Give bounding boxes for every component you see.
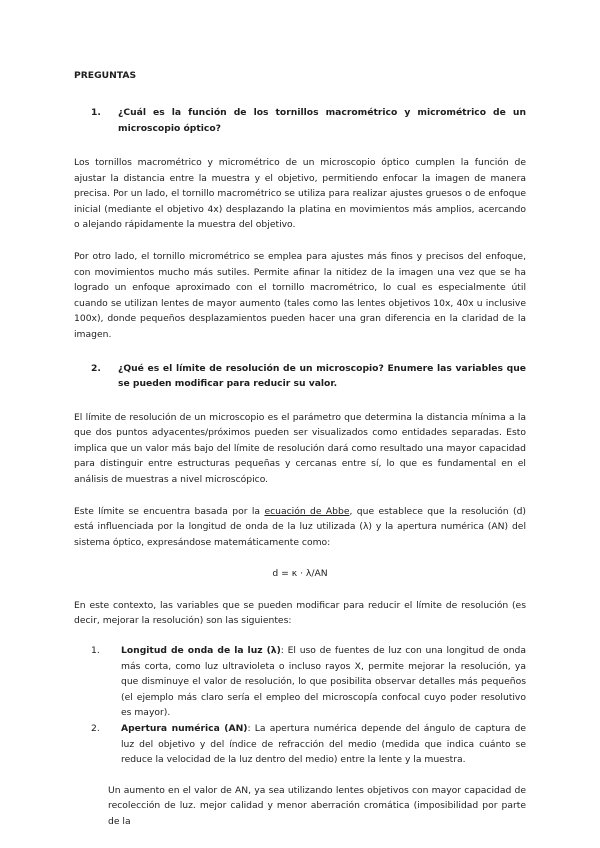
question-2-text: ¿Qué es el límite de resolución de un microscopio? Enumere las variables que se pueden modificar para reducir su valor. xyxy=(118,362,526,390)
answer-2-paragraph-2 xyxy=(74,504,526,551)
answer-1-paragraph-2: Por otro lado, el tornillo micrométrico se emplea para ajustes más finos y precisos del enfoque, con movimientos mucho más sutiles. Permite afinar la nitidez de la imagen una vez que se ha logrado un enfoque aproximado con el tornillo macrométrico, lo cual es especialmente útil cuando se utilizan lentes de mayor aumento (tales como las lentes objetivos 10x, 40x u inclusive 100x), donde pequeños desplazamientos pueden hacer una gran diferencia en la claridad de la imagen. xyxy=(74,250,526,340)
list-item-title: Apertura numérica (AN) xyxy=(121,723,248,735)
abbe-equation-link[interactable]: ecuación de Abbe xyxy=(264,505,350,517)
answer-2-paragraph-4: Un aumento en el valor de AN, ya sea utilizando lentes objetivos con mayor capacidad de recolección de luz. mejor calidad y menor aberración cromática (imposibilidad por parte de la xyxy=(108,784,526,827)
abbe-formula: d = κ · λ/AN xyxy=(272,568,328,580)
question-1 xyxy=(74,105,526,136)
answer-1-paragraph-1: Los tornillos macrométrico y micrométrico de un microscopio óptico cumplen la función de ajustar la distancia entre la muestra y el objetivo, permitiendo enfocar la imagen de manera precisa. Por un lado, el tornillo macrométrico se utiliza para realizar ajustes gruesos o de enfoque inicial (mediante el objetivo 4x) desplazando la platina en movimientos más amplios, acercando o alejando rápidamente la muestra del objetivo. xyxy=(74,157,526,231)
answer-2-paragraph-3: En este contexto, las variables que se pueden modificar para reducir el límite de resolución (es decir, mejorar la resolución) son las siguientes: xyxy=(74,599,526,627)
list-item-body xyxy=(121,643,526,721)
section-heading: PREGUNTAS xyxy=(74,70,137,81)
answer-2-paragraph-2-start: Este límite se encuentra basada por la xyxy=(74,505,265,517)
list-item xyxy=(74,643,526,721)
document-page xyxy=(74,68,526,846)
list-item-text: : El uso de fuentes de luz con una longitud de onda más corta, como luz ultravioleta o incluso rayos X, permite mejorar la resolución, ya que disminuye el valor de resolución, lo que posibilita observar detalles más pequeños (el ejemplo más claro sería el empleo del microscopía confocal cuyo poder resolutivo es mayor). xyxy=(121,645,526,719)
list-item-body xyxy=(121,721,526,768)
list-item-number: 2. xyxy=(91,723,100,735)
question-2-number: 2. xyxy=(91,362,101,374)
answer-2-paragraph-2-end: , que establece que la resolución (d) está influenciada por la longitud de onda de la luz utilizada (λ) y la apertura numérica (AN) del sistema óptico, expresándose matemáticamente como: xyxy=(74,505,526,548)
list-item-number: 1. xyxy=(91,645,100,657)
answer-2-paragraph-1: El límite de resolución de un microscopio es el parámetro que determina la distancia mínima a la que dos puntos adyacentes/próximos pueden ser visualizados como entidades separadas. Esto implica que un valor más bajo del límite de resolución dará como resultado una mayor capacidad para distinguir entre estructuras pequeñas y cercanas entre sí, lo que es fundamental en el análisis de muestras a nivel microscópico. xyxy=(74,411,526,485)
question-2 xyxy=(74,361,526,392)
list-item xyxy=(74,721,526,768)
question-1-number: 1. xyxy=(91,107,101,118)
variables-list xyxy=(74,643,526,768)
list-item-text: : La apertura numérica depende del ángulo de captura de luz del objetivo y del índice de refracción del medio (medida que indica cuánto se reduce la velocidad de la luz dentro del medio) entre la lente y la muestra. xyxy=(121,723,526,766)
list-item-title: Longitud de onda de la luz (λ) xyxy=(121,645,281,657)
question-1-text: ¿Cuál es la función de los tornillos macrométrico y micrométrico de un microscopio óptico? xyxy=(118,107,526,134)
